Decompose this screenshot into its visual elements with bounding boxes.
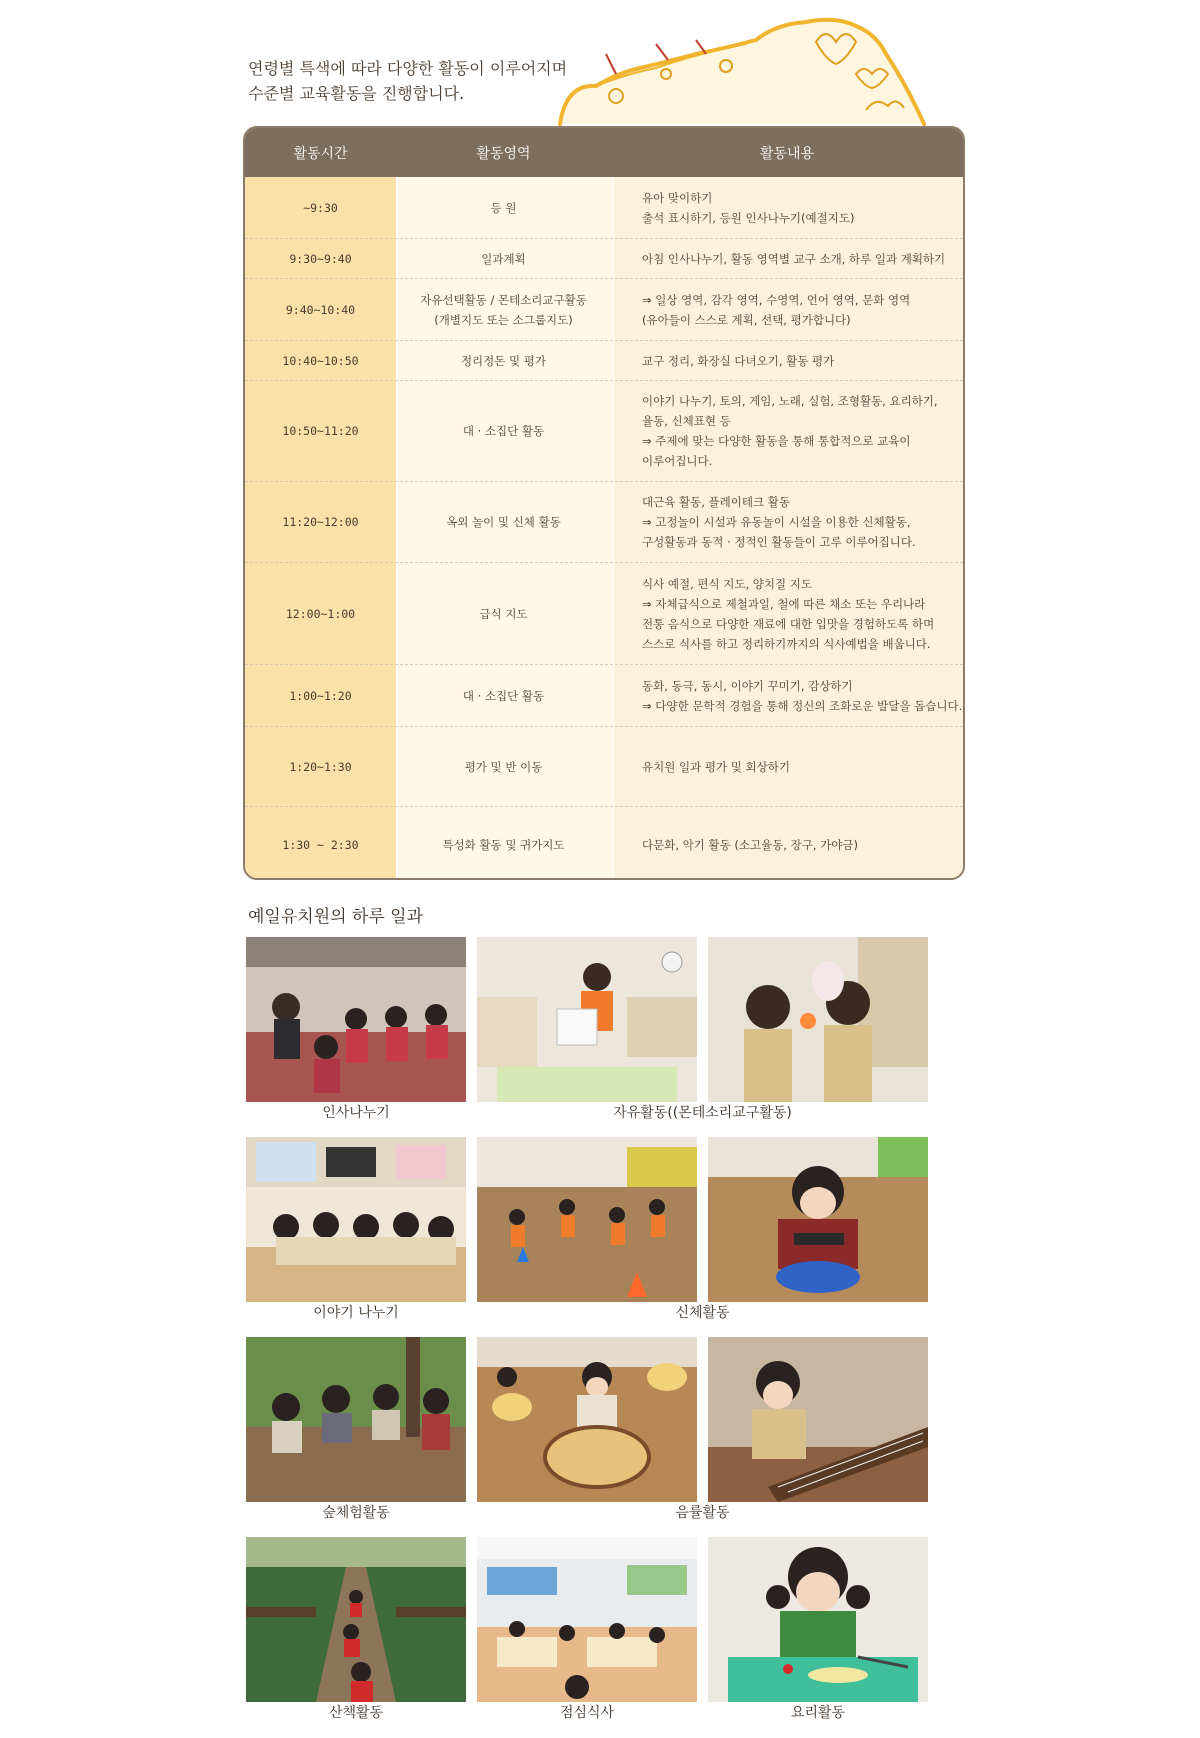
- photo-greeting: [246, 937, 466, 1102]
- photo-cooking: [708, 1537, 928, 1702]
- row-area: 평가 및 반 이동: [464, 759, 543, 774]
- row-area: 급식 지도: [479, 606, 528, 621]
- row-content: 유아 맞이하기 출석 표시하기, 등원 인사나누기(예절지도): [642, 190, 855, 225]
- row-area: 정리정돈 및 평가: [460, 353, 547, 368]
- row-content: 교구 정리, 화장실 다녀오기, 활동 평가: [642, 353, 835, 368]
- row-content: ⇒ 일상 영역, 감각 영역, 수영역, 언어 영역, 문화 영역 (유아들이 스스로 계획, 선택, 평가합니다): [642, 292, 911, 327]
- caption-lunch: 점심식사: [559, 1705, 615, 1721]
- row-time: 1:20~1:30: [289, 759, 352, 774]
- row-time: 10:50~11:20: [282, 424, 359, 438]
- photo-free-activity-2: [708, 937, 928, 1102]
- row-time: 12:00~1:00: [285, 606, 356, 621]
- table-row: [245, 563, 963, 665]
- header-area: 활동영역: [476, 145, 531, 162]
- photo-story: [246, 1137, 466, 1302]
- caption-music: 음률활동: [675, 1505, 730, 1521]
- caption-cooking: 요리활동: [790, 1705, 846, 1721]
- table-row: [245, 727, 963, 807]
- photo-physical-1: [477, 1137, 697, 1302]
- schedule-body: [245, 177, 963, 880]
- caption-forest: 숲체험활동: [322, 1505, 390, 1521]
- row-time: 10:40~10:50: [282, 353, 359, 368]
- row-area: 등 원: [490, 200, 517, 215]
- row-area: 일과계획: [481, 251, 526, 266]
- photo-physical-2: [708, 1137, 928, 1302]
- header-content: 활동내용: [759, 145, 815, 162]
- photo-free-activity-1: [477, 937, 697, 1102]
- row-area: 대 · 소집단 활동: [462, 424, 545, 438]
- row-area: 특성화 활동 및 귀가지도: [442, 837, 565, 852]
- header-time: 활동시간: [293, 145, 348, 162]
- table-row: [245, 279, 963, 341]
- row-area: 대 · 소집단 활동: [462, 688, 545, 703]
- caption-free-activity: 자유활동((몬테소리교구활동): [613, 1105, 792, 1121]
- row-content: 아침 인사나누기, 활동 영역별 교구 소개, 하루 일과 계획하기: [642, 251, 946, 266]
- table-row: [245, 177, 963, 239]
- row-time: 1:00~1:20: [289, 688, 352, 703]
- caption-walk: 산책활동: [328, 1705, 384, 1721]
- caption-physical: 신체활동: [675, 1305, 730, 1321]
- table-row: [245, 381, 963, 482]
- photo-music-1: [477, 1337, 697, 1502]
- table-row: [245, 482, 963, 563]
- decorative-vine-illustration: [556, 14, 936, 126]
- table-row: [245, 665, 963, 727]
- photo-walk: [246, 1537, 466, 1702]
- row-content: 유치원 일과 평가 및 회상하기: [642, 759, 790, 774]
- row-area: 옥외 놀이 및 신체 활동: [446, 515, 561, 529]
- row-content: 대근육 활동, 플레이테크 활동 ⇒ 고정놀이 시설과 유동놀이 시설을 이용한 신체활동, 구성활동과 동적 · 정적인 활동들이 고루 이루어집니다.: [642, 495, 916, 549]
- photo-forest: [246, 1337, 466, 1502]
- intro-line-1: 연령별 특색에 따라 다양한 활동이 이루어지며: [248, 59, 568, 78]
- table-row: [245, 239, 963, 279]
- schedule-header: [245, 128, 963, 177]
- daily-routine-title: 예일유치원의 하루 일과: [248, 907, 424, 927]
- photo-lunch: [477, 1537, 697, 1702]
- row-time: 1:30 ~ 2:30: [282, 837, 359, 852]
- caption-story: 이야기 나누기: [313, 1305, 399, 1321]
- row-time: 9:40~10:40: [285, 302, 356, 317]
- photo-music-2: [708, 1337, 928, 1502]
- row-content: 이야기 나누기, 토의, 게임, 노래, 실험, 조형활동, 요리하기, 율동, 신체표현 등 ⇒ 주제에 맞는 다양한 활동을 통해 통합적으로 교육이 이루어집니다.: [642, 394, 938, 468]
- row-content: 식사 예절, 편식 지도, 양치질 지도 ⇒ 자체급식으로 제철과일, 철에 따른 채소 또는 우리나라 전통 음식으로 다양한 재료에 대한 입맛을 경험하도록 하며 스스로 식사를 하고 정리하기까지의 식사예법을 배웁니다.: [642, 576, 935, 651]
- intro-line-2: 수준별 교육활동을 진행합니다.: [248, 84, 465, 103]
- row-time: 9:30~9:40: [289, 251, 352, 266]
- caption-greeting: 인사나누기: [322, 1105, 390, 1121]
- intro-text: [248, 56, 567, 106]
- row-time: ~9:30: [303, 200, 338, 215]
- table-row: [245, 341, 963, 381]
- schedule-table: [243, 126, 965, 880]
- row-area: 자유선택활동 / 몬테소리교구활동 (개별지도 또는 소그룹지도): [420, 292, 587, 327]
- row-time: 11:20~12:00: [282, 515, 359, 529]
- row-content: 동화, 동극, 동시, 이야기 꾸미기, 감상하기 ⇒ 다양한 문학적 경험을 통해 정신의 조화로운 발달을 돕습니다.: [642, 678, 963, 713]
- table-row: [245, 807, 963, 880]
- row-content: 다문화, 악기 활동 (소고율동, 장구, 가야금): [642, 837, 858, 852]
